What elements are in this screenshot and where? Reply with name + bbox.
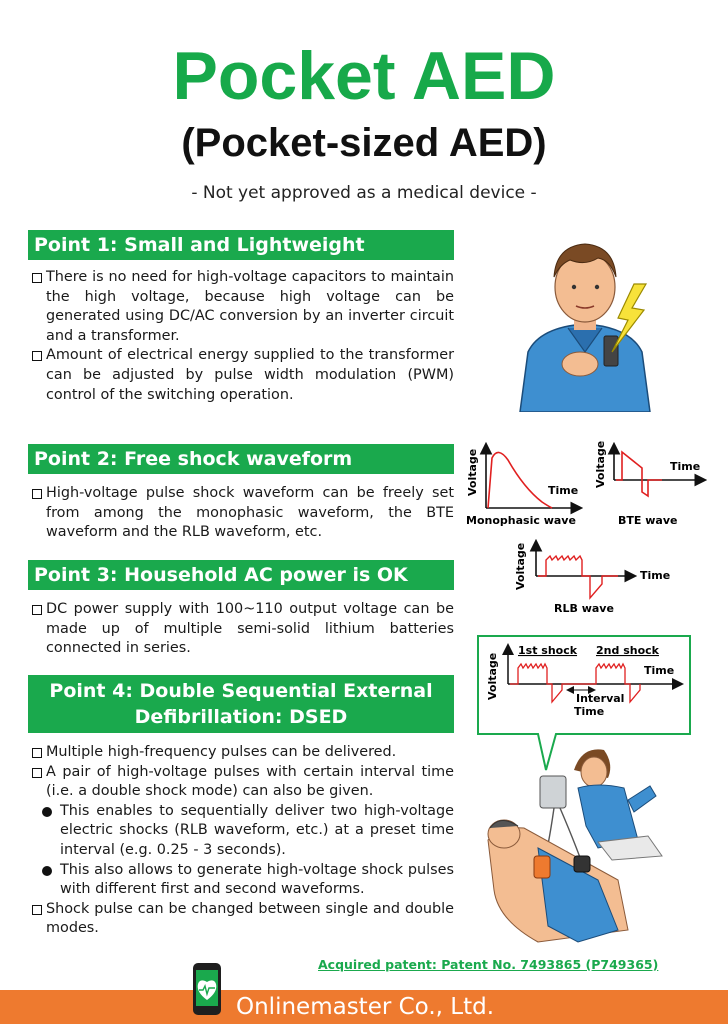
x-axis-label: Time: [670, 460, 701, 473]
list-item: A pair of high-voltage pulses with certain interval time (i.e. a double shock mode) can also be given.: [30, 763, 454, 802]
y-axis-label: Voltage: [514, 542, 527, 590]
y-axis-label: Voltage: [486, 652, 499, 700]
page-title: Pocket AED: [172, 38, 556, 114]
point-4-heading-line-2: Defibrillation: DSED: [134, 706, 348, 728]
list-item: Shock pulse can be changed between single and double modes.: [30, 900, 454, 939]
second-shock-label: 2nd shock: [596, 644, 659, 657]
x-axis-label: Time: [640, 569, 671, 582]
point-4-heading: [28, 675, 454, 733]
point-1-heading: Point 1: Small and Lightweight: [28, 230, 454, 260]
man-with-pocket-aed-illustration: [510, 232, 660, 412]
list-item: High-voltage pulse shock waveform can be freely set from among the monophasic waveform, the BTE waveform and the RLB waveform, etc.: [30, 484, 454, 543]
phone-heart-icon: [192, 962, 222, 1016]
point-2-list: [30, 484, 454, 543]
list-item: There is no need for high-voltage capacitors to maintain the high voltage, because high voltage can be generated using DC/AC conversion by an inverter circuit and a transformer.: [30, 268, 454, 346]
bullet-icon: [42, 866, 52, 876]
list-item: This also allows to generate high-voltage shock pulses with different first and second waveforms.: [30, 861, 454, 900]
point-1-list: [30, 268, 454, 405]
monophasic-caption: Monophasic wave: [466, 514, 576, 527]
checkbox-square-icon: [32, 605, 42, 615]
interval-label-1: Interval: [576, 692, 625, 705]
checkbox-square-icon: [32, 273, 42, 283]
list-item: Amount of electrical energy supplied to the transformer can be adjusted by pulse width modulation (PWM) control of the switching operation.: [30, 346, 454, 405]
checkbox-square-icon: [32, 768, 42, 778]
x-axis-label: Time: [644, 664, 675, 677]
monophasic-wave-chart: [462, 440, 587, 530]
approval-note: - Not yet approved as a medical device -: [191, 183, 537, 203]
rlb-caption: RLB wave: [554, 602, 614, 615]
list-item: This enables to sequentially deliver two high-voltage electric shocks (RLB waveform, etc.) at a preset time interval (e.g. 0.25 - 3 seconds).: [30, 802, 454, 861]
point-3-heading: Point 3: Household AC power is OK: [28, 560, 454, 590]
y-axis-label: Voltage: [594, 440, 607, 488]
checkbox-square-icon: [32, 351, 42, 361]
bte-caption: BTE wave: [618, 514, 678, 527]
list-item: DC power supply with 100~110 output voltage can be made up of multiple semi-solid lithium batteries connected in series.: [30, 600, 454, 659]
y-axis-label: Voltage: [466, 448, 479, 496]
patent-link[interactable]: Acquired patent: Patent No. 7493865 (P749365): [318, 957, 659, 972]
point-4-heading-line-1: Point 4: Double Sequential External: [49, 680, 433, 702]
bte-wave-chart: [592, 440, 712, 530]
interval-label-2: Time: [574, 705, 605, 718]
point-3-list: [30, 600, 454, 659]
bullet-icon: [42, 807, 52, 817]
point-4-list: [30, 743, 454, 939]
page-subtitle: (Pocket-sized AED): [181, 121, 547, 165]
checkbox-square-icon: [32, 748, 42, 758]
point-2-heading: Point 2: Free shock waveform: [28, 444, 454, 474]
checkbox-square-icon: [32, 905, 42, 915]
first-shock-label: 1st shock: [518, 644, 578, 657]
checkbox-square-icon: [32, 489, 42, 499]
list-item: Multiple high-frequency pulses can be delivered.: [30, 743, 454, 763]
rlb-wave-chart: [506, 538, 686, 618]
x-axis-label: Time: [548, 484, 579, 497]
company-name: Onlinemaster Co., Ltd.: [236, 994, 495, 1020]
patient-defibrillation-illustration: [478, 730, 678, 948]
